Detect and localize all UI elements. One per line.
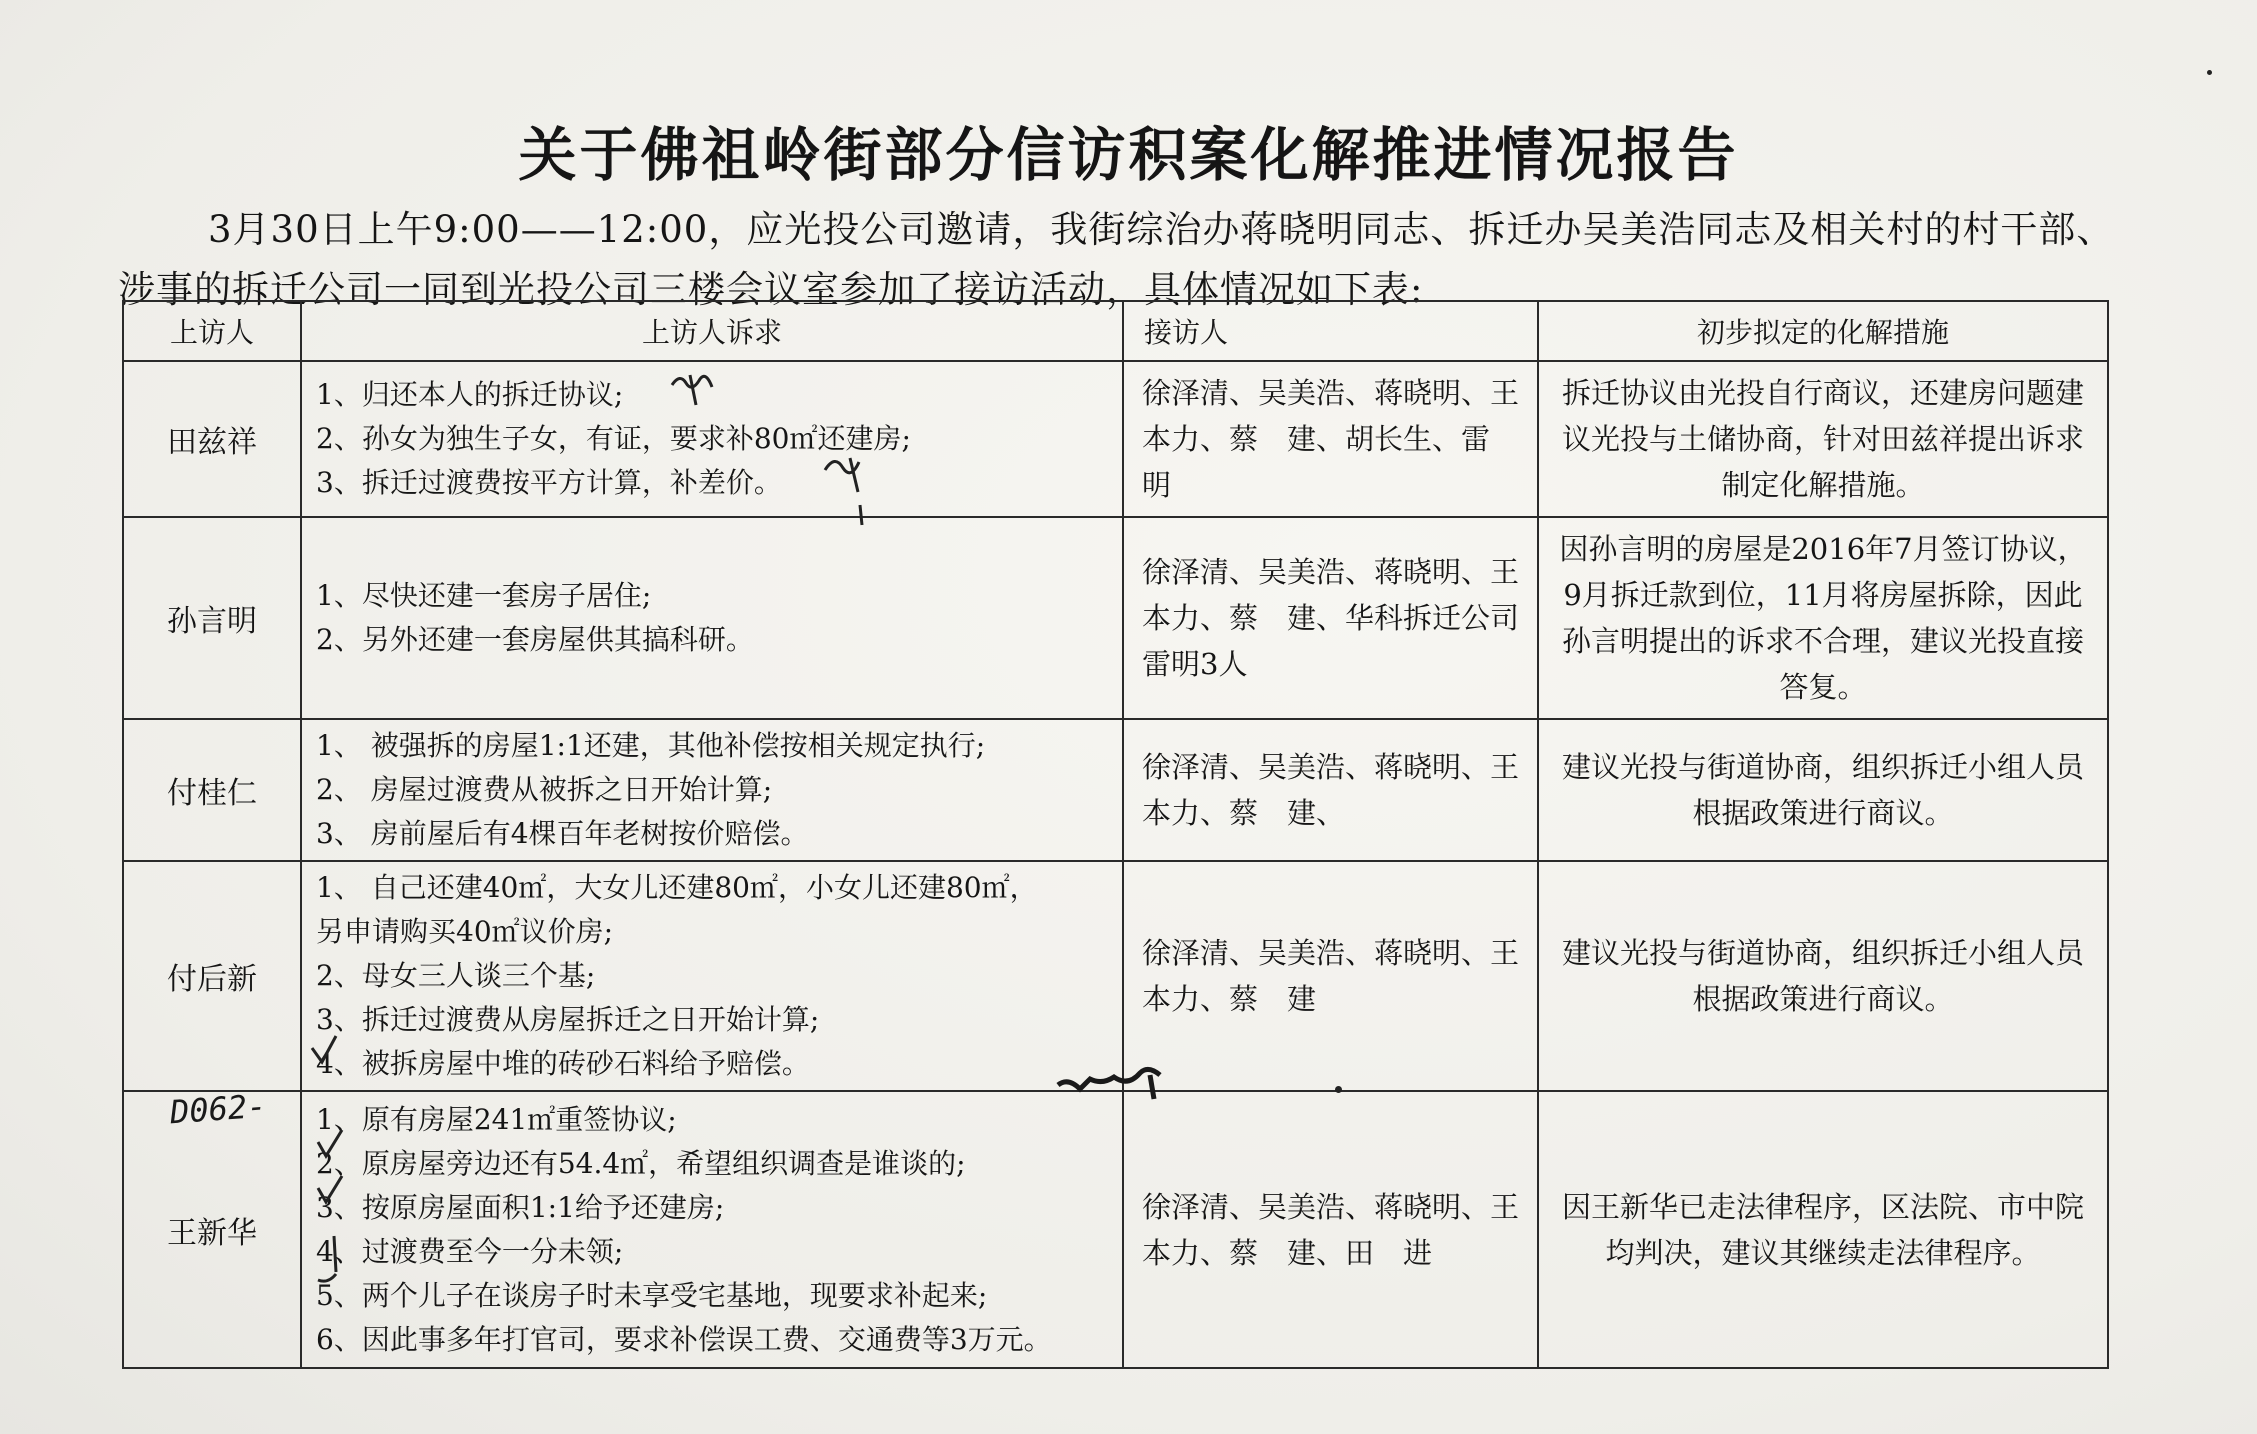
demand-item: 1、 自己还建40㎡，大女儿还建80㎡，小女儿还建80㎡， bbox=[316, 871, 1038, 904]
demand-item: 4、过渡费至今一分未领; bbox=[316, 1234, 624, 1268]
header-receivers: 接访人 bbox=[1123, 301, 1538, 361]
header-measures: 初步拟定的化解措施 bbox=[1538, 301, 2108, 361]
table-row bbox=[123, 361, 2108, 517]
receivers-cell: 徐泽清、吴美浩、蒋晓明、王本力、蔡 建 bbox=[1123, 861, 1538, 1091]
report-title: 关于佛祖岭街部分信访积案化解推进情况报告 bbox=[518, 121, 1739, 189]
demands-cell bbox=[301, 719, 1123, 861]
receivers-cell: 徐泽清、吴美浩、蒋晓明、王本力、蔡 建、田 进 bbox=[1123, 1091, 1538, 1368]
demand-item: 4、被拆房屋中堆的砖砂石料给予赔偿。 bbox=[316, 1047, 810, 1080]
demand-item: 1、 被强拆的房屋1:1还建，其他补偿按相关规定执行; bbox=[316, 729, 986, 762]
demand-item: 2、 房屋过渡费从被拆之日开始计算; bbox=[316, 773, 773, 806]
table-row bbox=[123, 719, 2108, 861]
table-row bbox=[123, 517, 2108, 719]
receivers-cell: 徐泽清、吴美浩、蒋晓明、王本力、蔡 建、华科拆迁公司雷明3人 bbox=[1123, 517, 1538, 719]
receivers-cell: 徐泽清、吴美浩、蒋晓明、王本力、蔡 建、 bbox=[1123, 719, 1538, 861]
demand-item: 2、另外还建一套房屋供其搞科研。 bbox=[316, 623, 754, 656]
demands-cell bbox=[301, 861, 1123, 1091]
demand-item: 1、原有房屋241㎡重签协议; bbox=[316, 1102, 677, 1136]
demand-item: 3、拆迁过渡费按平方计算，补差价。 bbox=[316, 466, 782, 499]
visitor-cell: 孙言明 bbox=[123, 517, 301, 719]
visitor-cell: 王新华 bbox=[123, 1091, 301, 1368]
demand-item: 2、母女三人谈三个基; bbox=[316, 959, 596, 992]
visitor-cell: 田兹祥 bbox=[123, 361, 301, 517]
measures-cell: 拆迁协议由光投自行商议，还建房问题建议光投与土储协商，针对田兹祥提出诉求制定化解措施。 bbox=[1538, 361, 2108, 517]
measures-cell: 建议光投与街道协商，组织拆迁小组人员根据政策进行商议。 bbox=[1538, 719, 2108, 861]
header-visitor: 上访人 bbox=[123, 301, 301, 361]
demand-item: 5、两个儿子在谈房子时未享受宅基地，现要求补起来; bbox=[316, 1278, 988, 1312]
visitor-cell: 付后新 bbox=[123, 861, 301, 1091]
measures-cell: 建议光投与街道协商，组织拆迁小组人员根据政策进行商议。 bbox=[1538, 861, 2108, 1091]
demands-cell bbox=[301, 361, 1123, 517]
visitor-cell: 付桂仁 bbox=[123, 719, 301, 861]
header-demands: 上访人诉求 bbox=[301, 301, 1123, 361]
demand-item: 6、因此事多年打官司，要求补偿误工费、交通费等3万元。 bbox=[316, 1322, 1052, 1356]
intro-paragraph: 3月30日上午9:00——12:00，应光投公司邀请，我街综治办蒋晓明同志、拆迁办吴美浩同志及相关村的村干部、涉事的拆迁公司一同到光投公司三楼会议室参加了接访活动，具体情况如下表: bbox=[118, 208, 2115, 311]
demand-item: 另申请购买40㎡议价房; bbox=[316, 915, 614, 948]
demand-item: 2、原房屋旁边还有54.4㎡，希望组织调查是谁谈的; bbox=[316, 1146, 966, 1180]
measures-cell: 因孙言明的房屋是2016年7月签订协议，9月拆迁款到位，11月将房屋拆除，因此孙言明提出的诉求不合理，建议光投直接答复。 bbox=[1538, 517, 2108, 719]
table-row bbox=[123, 1091, 2108, 1368]
receivers-cell: 徐泽清、吴美浩、蒋晓明、王本力、蔡 建、胡长生、雷 明 bbox=[1123, 361, 1538, 517]
table-row bbox=[123, 861, 2108, 1091]
demand-item: 1、尽快还建一套房子居住; bbox=[316, 579, 652, 612]
ink-dot bbox=[2207, 70, 2212, 75]
demand-item: 3、按原房屋面积1:1给予还建房; bbox=[316, 1190, 725, 1224]
handwritten-margin-note: D062- bbox=[168, 1086, 268, 1132]
petition-table bbox=[122, 300, 2109, 1369]
demand-item: 3、 房前屋后有4棵百年老树按价赔偿。 bbox=[316, 817, 809, 850]
table-header-row bbox=[123, 301, 2108, 361]
ink-dot bbox=[1335, 1086, 1342, 1093]
measures-cell: 因王新华已走法律程序，区法院、市中院均判决，建议其继续走法律程序。 bbox=[1538, 1091, 2108, 1368]
demand-item: 1、归还本人的拆迁协议; bbox=[316, 378, 624, 411]
demand-item: 2、孙女为独生子女，有证，要求补80㎡还建房; bbox=[316, 422, 911, 455]
demand-item: 3、拆迁过渡费从房屋拆迁之日开始计算; bbox=[316, 1003, 820, 1036]
demands-cell bbox=[301, 1091, 1123, 1368]
demands-cell bbox=[301, 517, 1123, 719]
